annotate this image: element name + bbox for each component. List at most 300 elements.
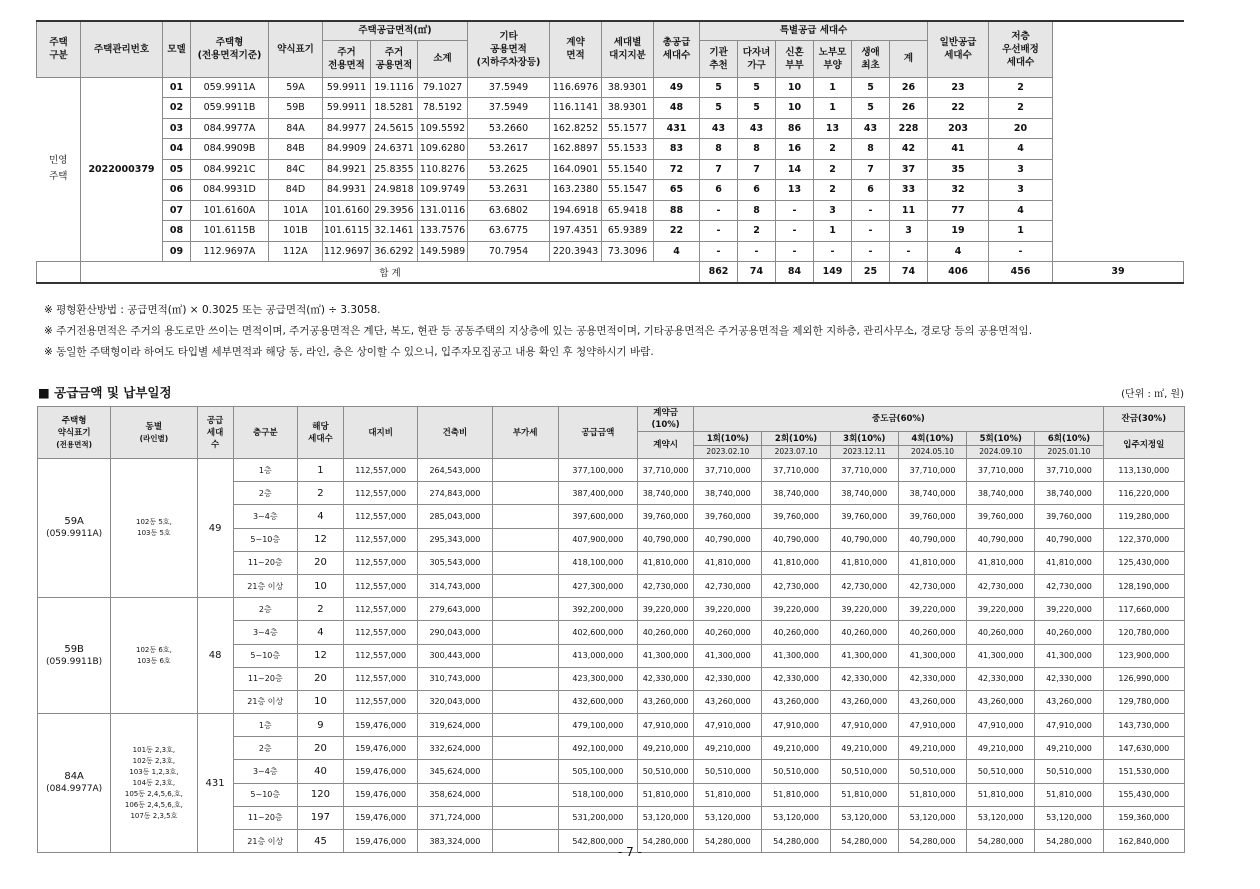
- type-label: 84A: [64, 771, 84, 783]
- cell: 5: [852, 98, 890, 119]
- cell: 41,810,000: [967, 551, 1035, 574]
- cell: 38,740,000: [1035, 482, 1103, 505]
- cell: 32.1461: [371, 221, 418, 242]
- cell: 38,740,000: [830, 482, 898, 505]
- cell: 2층: [233, 482, 297, 505]
- th2-deposit: 계약금 (10%): [638, 407, 694, 432]
- cell: 162.8897: [550, 139, 602, 160]
- cell: 59.9911: [323, 98, 371, 119]
- cell: 220.3943: [550, 241, 602, 262]
- cell: 47,910,000: [638, 714, 694, 737]
- cell: 11~20층: [233, 667, 297, 690]
- cell: 116.6976: [550, 77, 602, 98]
- cell: -: [989, 241, 1053, 262]
- cell: 109.5592: [418, 118, 468, 139]
- cell: 383,324,000: [418, 830, 492, 853]
- cell: 159,476,000: [344, 714, 418, 737]
- th-house-type: 주택형 (전용면적기준): [191, 21, 269, 77]
- cell: 50,510,000: [898, 760, 966, 783]
- cell: 22: [654, 221, 700, 242]
- cell: 2: [814, 159, 852, 180]
- cell: 159,476,000: [344, 760, 418, 783]
- cell: 41,300,000: [1035, 644, 1103, 667]
- cell: 2: [297, 598, 343, 621]
- cell: 18.5281: [371, 98, 418, 119]
- cell: 49,210,000: [1035, 737, 1103, 760]
- cell: 40,260,000: [967, 621, 1035, 644]
- cell: 13: [776, 180, 814, 201]
- th-res-area: 주거 전용면적: [323, 40, 371, 77]
- cell: 345,624,000: [418, 760, 492, 783]
- th-first: 생애 최초: [852, 40, 890, 77]
- cell: 41: [928, 139, 989, 160]
- cell: 25.8355: [371, 159, 418, 180]
- cell: 20: [297, 551, 343, 574]
- cell: 2: [989, 77, 1053, 98]
- cell: 49,210,000: [898, 737, 966, 760]
- cell: 151,530,000: [1103, 760, 1184, 783]
- cell: 55.1577: [602, 118, 654, 139]
- cell: 42,330,000: [830, 667, 898, 690]
- cell: 155,430,000: [1103, 783, 1184, 806]
- type-area: (059.9911B): [46, 656, 103, 667]
- cell: 03: [163, 118, 191, 139]
- cell: 54,280,000: [762, 830, 830, 853]
- cell: 50,510,000: [694, 760, 762, 783]
- cell: 149.5989: [418, 241, 468, 262]
- notes: [44, 300, 1032, 363]
- cell: [492, 690, 558, 713]
- cell: 492,100,000: [558, 737, 637, 760]
- cell: -: [776, 241, 814, 262]
- th2-balance-when: 입주지정일: [1103, 432, 1184, 459]
- cell: 2층: [233, 737, 297, 760]
- cell: 40: [297, 760, 343, 783]
- cell: 40,790,000: [898, 528, 966, 551]
- cell: -: [776, 221, 814, 242]
- cell: 84A: [269, 118, 323, 139]
- cell: 112,557,000: [344, 528, 418, 551]
- cell: 117,660,000: [1103, 598, 1184, 621]
- cell: 264,543,000: [418, 459, 492, 482]
- cell: 10: [297, 574, 343, 597]
- cell: 8: [738, 139, 776, 160]
- cell: 147,630,000: [1103, 737, 1184, 760]
- cell: 84.9921: [323, 159, 371, 180]
- cell: 084.9921C: [191, 159, 269, 180]
- cell: 24.5615: [371, 118, 418, 139]
- cell: 53,120,000: [762, 806, 830, 829]
- th-elderly: 노부모 부양: [814, 40, 852, 77]
- cell: 3~4층: [233, 760, 297, 783]
- cell: 42,330,000: [762, 667, 830, 690]
- cell: 084.9977A: [191, 118, 269, 139]
- th2-units: 공급 세대 수: [197, 407, 233, 459]
- cell: 51,810,000: [898, 783, 966, 806]
- cell: 84C: [269, 159, 323, 180]
- cell: 371,724,000: [418, 806, 492, 829]
- cell: 37.5949: [468, 98, 550, 119]
- cell: 42,730,000: [762, 574, 830, 597]
- cell: 133.7576: [418, 221, 468, 242]
- cell: 39,220,000: [762, 598, 830, 621]
- cell: [492, 459, 558, 482]
- cell: 6: [700, 180, 738, 201]
- cell: 22: [928, 98, 989, 119]
- cell: 5: [700, 77, 738, 98]
- table-row: [37, 159, 1184, 180]
- cell: 128,190,000: [1103, 574, 1184, 597]
- type-cell: [38, 714, 111, 853]
- cell: 159,476,000: [344, 830, 418, 853]
- cell: [492, 505, 558, 528]
- th-res-common: 주거 공용면적: [371, 40, 418, 77]
- th-multi: 다자녀 가구: [738, 40, 776, 77]
- th2-type: 주택형 약식표기 (전용면적): [38, 407, 111, 459]
- cell: 84D: [269, 180, 323, 201]
- cell: 126,990,000: [1103, 667, 1184, 690]
- cell: 39,220,000: [694, 598, 762, 621]
- table-row: [37, 118, 1184, 139]
- cell: 43: [738, 118, 776, 139]
- cell: 38.9301: [602, 77, 654, 98]
- cell: 06: [163, 180, 191, 201]
- cell: 39,760,000: [898, 505, 966, 528]
- cell: 300,443,000: [418, 644, 492, 667]
- cell: 49,210,000: [638, 737, 694, 760]
- cell: 125,430,000: [1103, 551, 1184, 574]
- cell: 7: [700, 159, 738, 180]
- cell: 41,810,000: [1035, 551, 1103, 574]
- th-mgmt-no: 주택관리번호: [81, 21, 163, 77]
- cell: 38,740,000: [967, 482, 1035, 505]
- table-row: [38, 714, 1185, 737]
- cell: 197.4351: [550, 221, 602, 242]
- cell: 11~20층: [233, 806, 297, 829]
- cell: 53,120,000: [638, 806, 694, 829]
- table-row: [37, 139, 1184, 160]
- cell: 63.6802: [468, 200, 550, 221]
- th2-middle: 중도금(60%): [694, 407, 1103, 432]
- cell: 116.1141: [550, 98, 602, 119]
- cell: 51,810,000: [1035, 783, 1103, 806]
- th2-m4: 4회(10%) 2024.05.10: [898, 432, 966, 459]
- th2-price: 공급금액: [558, 407, 637, 459]
- cell: 12: [297, 528, 343, 551]
- cell: 413,000,000: [558, 644, 637, 667]
- cell: -: [700, 200, 738, 221]
- cell: 50,510,000: [638, 760, 694, 783]
- cell: 7: [852, 159, 890, 180]
- cell: 159,476,000: [344, 737, 418, 760]
- type-area: (084.9977A): [46, 784, 103, 795]
- mgmt-no-cell: 2022000379: [81, 77, 163, 262]
- cell: 112,557,000: [344, 574, 418, 597]
- cell: 38,740,000: [638, 482, 694, 505]
- cell: 10: [776, 77, 814, 98]
- cell: 84B: [269, 139, 323, 160]
- cell: 42,330,000: [967, 667, 1035, 690]
- cell: 10: [297, 690, 343, 713]
- cell: 059.9911B: [191, 98, 269, 119]
- cell: 47,910,000: [1035, 714, 1103, 737]
- cell: 54,280,000: [898, 830, 966, 853]
- cell: 427,300,000: [558, 574, 637, 597]
- th2-m3: 3회(10%) 2023.12.11: [830, 432, 898, 459]
- cell: [492, 760, 558, 783]
- cell: 53,120,000: [967, 806, 1035, 829]
- cell: 40,260,000: [830, 621, 898, 644]
- table-row: [38, 459, 1185, 482]
- cell: 53,120,000: [830, 806, 898, 829]
- cell: 101B: [269, 221, 323, 242]
- note-1: ※ 평형환산방법 : 공급면적(㎡) × 0.3025 또는 공급면적(㎡) ÷ 3.3058.: [44, 304, 381, 316]
- table-row: [37, 180, 1184, 201]
- cell: 320,043,000: [418, 690, 492, 713]
- cell: 38,740,000: [762, 482, 830, 505]
- th2-m6: 6회(10%) 2025.01.10: [1035, 432, 1103, 459]
- th-lowfloor: 저층 우선배정 세대수: [989, 21, 1053, 77]
- th2-building: 건축비: [418, 407, 492, 459]
- cell: 11: [890, 200, 928, 221]
- cell: 26: [890, 98, 928, 119]
- cell: 45: [297, 830, 343, 853]
- cell: 41,810,000: [898, 551, 966, 574]
- cell: 197: [297, 806, 343, 829]
- cell: 36.6292: [371, 241, 418, 262]
- th2-balance: 잔금(30%): [1103, 407, 1184, 432]
- cell: 54,280,000: [1035, 830, 1103, 853]
- cell: 4: [297, 621, 343, 644]
- total-cell: 862: [700, 262, 738, 283]
- cell: 53.2631: [468, 180, 550, 201]
- cell: 194.6918: [550, 200, 602, 221]
- price-schedule-table: [37, 406, 1185, 853]
- type-label: 59B: [64, 643, 84, 655]
- cell: 42,730,000: [898, 574, 966, 597]
- total-blank: [37, 262, 81, 283]
- cell: 40,790,000: [830, 528, 898, 551]
- cell: 86: [776, 118, 814, 139]
- cell: 101.6115B: [191, 221, 269, 242]
- cell: 42,730,000: [830, 574, 898, 597]
- cell: -: [852, 221, 890, 242]
- table-row: [37, 221, 1184, 242]
- housing-area-table: [36, 20, 1184, 284]
- cell: 305,543,000: [418, 551, 492, 574]
- cell: 07: [163, 200, 191, 221]
- cell: 41,300,000: [762, 644, 830, 667]
- table-row: [37, 77, 1184, 98]
- cell: 50,510,000: [830, 760, 898, 783]
- cell: 2층: [233, 598, 297, 621]
- cell: 109.6280: [418, 139, 468, 160]
- cell: 63.6775: [468, 221, 550, 242]
- cell: 159,476,000: [344, 806, 418, 829]
- cell: 542,800,000: [558, 830, 637, 853]
- cell: 01: [163, 77, 191, 98]
- cell: 123,900,000: [1103, 644, 1184, 667]
- cell: 39,760,000: [1035, 505, 1103, 528]
- cell: 51,810,000: [830, 783, 898, 806]
- cell: 40,260,000: [762, 621, 830, 644]
- cell: 47,910,000: [898, 714, 966, 737]
- cell: 116,220,000: [1103, 482, 1184, 505]
- cell: 40,790,000: [694, 528, 762, 551]
- cell: 12: [297, 644, 343, 667]
- th2-m1: 1회(10%) 2023.02.10: [694, 432, 762, 459]
- cell: 55.1547: [602, 180, 654, 201]
- cell: 2: [989, 98, 1053, 119]
- cell: 112,557,000: [344, 551, 418, 574]
- cell: 3: [814, 200, 852, 221]
- cell: 120: [297, 783, 343, 806]
- cell: 41,810,000: [638, 551, 694, 574]
- cell: 377,100,000: [558, 459, 637, 482]
- cell: 37,710,000: [1035, 459, 1103, 482]
- total-cell: 406: [928, 262, 989, 283]
- unit-label: (단위 : ㎡, 원): [1121, 389, 1184, 400]
- cell: 54,280,000: [830, 830, 898, 853]
- cell: 418,100,000: [558, 551, 637, 574]
- cell: 59A: [269, 77, 323, 98]
- cell: 112,557,000: [344, 482, 418, 505]
- cell: 59B: [269, 98, 323, 119]
- cell: 101.6160A: [191, 200, 269, 221]
- cell: 8: [738, 200, 776, 221]
- cell: 19: [928, 221, 989, 242]
- cell: 163.2380: [550, 180, 602, 201]
- cell: 39,220,000: [638, 598, 694, 621]
- cell: 41,300,000: [694, 644, 762, 667]
- total-cell: 456: [989, 262, 1053, 283]
- cell: 387,400,000: [558, 482, 637, 505]
- th-subtotal: 소계: [418, 40, 468, 77]
- cell: 358,624,000: [418, 783, 492, 806]
- cell: 43,260,000: [967, 690, 1035, 713]
- cell: 40,790,000: [762, 528, 830, 551]
- table-row: [37, 241, 1184, 262]
- cell: 112,557,000: [344, 667, 418, 690]
- cell: 112,557,000: [344, 644, 418, 667]
- cell: 53.2660: [468, 118, 550, 139]
- cell: 295,343,000: [418, 528, 492, 551]
- units-cell: 48: [197, 598, 233, 714]
- cell: 02: [163, 98, 191, 119]
- cell: 04: [163, 139, 191, 160]
- cell: 164.0901: [550, 159, 602, 180]
- cell: 49,210,000: [830, 737, 898, 760]
- dong-cell: 102동 6호, 103동 6호: [111, 598, 197, 714]
- cell: [492, 482, 558, 505]
- cell: 43,260,000: [1035, 690, 1103, 713]
- cell: 53,120,000: [898, 806, 966, 829]
- cell: -: [852, 241, 890, 262]
- cell: 159,360,000: [1103, 806, 1184, 829]
- th-abbr: 약식표기: [269, 21, 323, 77]
- th-contract-area: 계약 면적: [550, 21, 602, 77]
- cell: 54,280,000: [967, 830, 1035, 853]
- cell: 112A: [269, 241, 323, 262]
- cell: 39,760,000: [830, 505, 898, 528]
- cell: 505,100,000: [558, 760, 637, 783]
- dong-cell: 102동 5호, 103동 5호: [111, 459, 197, 598]
- cell: [492, 598, 558, 621]
- th-special: 특별공급 세대수: [700, 21, 928, 40]
- cell: -: [700, 221, 738, 242]
- cell: 084.9909B: [191, 139, 269, 160]
- cell: 55.1540: [602, 159, 654, 180]
- cell: 4: [989, 139, 1053, 160]
- cell: 101.6160: [323, 200, 371, 221]
- th2-count: 해당 세대수: [297, 407, 343, 459]
- cell: 54,280,000: [638, 830, 694, 853]
- category-cell: 민영 주택: [37, 77, 81, 262]
- total-cell: 39: [1053, 262, 1184, 283]
- cell: 3: [989, 180, 1053, 201]
- cell: 112.9697: [323, 241, 371, 262]
- cell: 314,743,000: [418, 574, 492, 597]
- cell: 51,810,000: [638, 783, 694, 806]
- cell: 42,730,000: [638, 574, 694, 597]
- cell: 109.9749: [418, 180, 468, 201]
- cell: 112,557,000: [344, 505, 418, 528]
- cell: 332,624,000: [418, 737, 492, 760]
- cell: 4: [297, 505, 343, 528]
- dong-cell: 101동 2,3호, 102동 2,3호, 103동 1,2,3호, 104동 2,3호, 105동 2,4,5,6,호, 106동 2,4,5,6,호, 107동 2,3,5호: [111, 714, 197, 853]
- cell: [492, 667, 558, 690]
- cell: 14: [776, 159, 814, 180]
- cell: 41,810,000: [830, 551, 898, 574]
- th2-vat: 부가세: [492, 407, 558, 459]
- th-model: 모델: [163, 21, 191, 77]
- type-cell: [38, 598, 111, 714]
- cell: 319,624,000: [418, 714, 492, 737]
- cell: 397,600,000: [558, 505, 637, 528]
- cell: 42,330,000: [898, 667, 966, 690]
- cell: [492, 574, 558, 597]
- cell: 5~10층: [233, 528, 297, 551]
- cell: 5~10층: [233, 644, 297, 667]
- cell: 37,710,000: [967, 459, 1035, 482]
- cell: [492, 737, 558, 760]
- total-cell: 74: [890, 262, 928, 283]
- cell: 432,600,000: [558, 690, 637, 713]
- cell: 6: [852, 180, 890, 201]
- cell: [492, 528, 558, 551]
- cell: 42,330,000: [1035, 667, 1103, 690]
- cell: 50,510,000: [762, 760, 830, 783]
- cell: 13: [814, 118, 852, 139]
- cell: 274,843,000: [418, 482, 492, 505]
- cell: 37,710,000: [762, 459, 830, 482]
- cell: 20: [989, 118, 1053, 139]
- cell: 79.1027: [418, 77, 468, 98]
- cell: 423,300,000: [558, 667, 637, 690]
- cell: 65: [654, 180, 700, 201]
- type-label: 59A: [64, 516, 84, 528]
- cell: 2: [814, 139, 852, 160]
- cell: 43,260,000: [694, 690, 762, 713]
- table-row: [38, 598, 1185, 621]
- cell: 2: [297, 482, 343, 505]
- cell: 059.9911A: [191, 77, 269, 98]
- cell: 39,760,000: [762, 505, 830, 528]
- cell: 33: [890, 180, 928, 201]
- cell: -: [700, 241, 738, 262]
- cell: 16: [776, 139, 814, 160]
- cell: 54,280,000: [694, 830, 762, 853]
